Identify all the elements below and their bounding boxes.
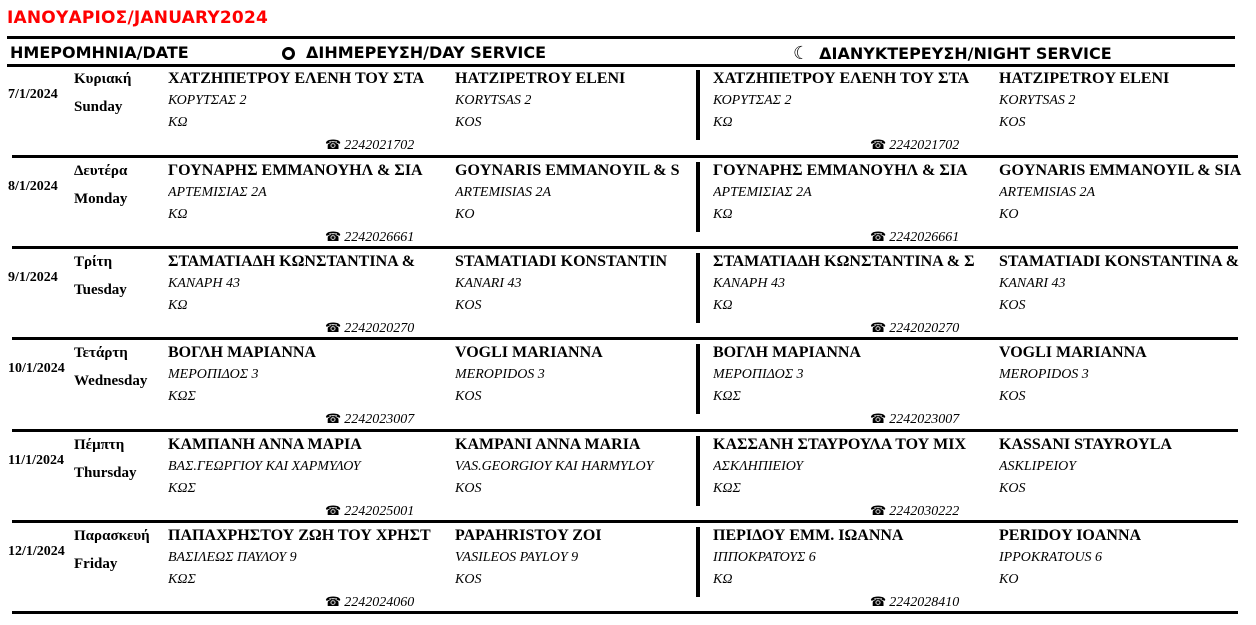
night-pharmacy-name-greek: ΠΕΡΙΔΟΥ ΕΜΜ. ΙΩΑΝΝΑ <box>713 527 904 544</box>
day-pharmacy-name-english: HATZIPETROY ELENI <box>455 70 626 87</box>
day-pharmacy-address-english: KANARI 43 <box>455 276 522 291</box>
day-pharmacy-city-greek: ΚΩΣ <box>168 389 196 404</box>
row-weekday-greek: Τρίτη <box>74 254 113 270</box>
service-divider <box>696 436 700 506</box>
day-pharmacy-name-greek: ΧΑΤΖΗΠΕΤΡΟΥ ΕΛΕΝΗ ΤΟΥ ΣΤΑ <box>168 70 425 87</box>
day-pharmacy-name-english: PAPAHRISTOY ZOI <box>455 527 602 544</box>
schedule-row <box>0 250 1256 341</box>
phone-icon: ☎ <box>870 230 887 245</box>
day-pharmacy-phone <box>325 504 414 520</box>
row-separator <box>12 155 1238 158</box>
row-weekday-english: Thursday <box>74 465 137 481</box>
night-pharmacy-phone-number: 2242026661 <box>889 230 960 245</box>
row-date: 11/1/2024 <box>8 453 65 468</box>
night-pharmacy-city-greek: ΚΩ <box>713 572 733 587</box>
row-weekday-english: Sunday <box>74 99 123 115</box>
row-separator <box>12 520 1238 523</box>
day-pharmacy-address-english: KORYTSAS 2 <box>455 93 532 108</box>
service-divider <box>696 253 700 323</box>
row-weekday-greek: Πέμπτη <box>74 437 125 453</box>
night-pharmacy-city-greek: ΚΩΣ <box>713 389 741 404</box>
night-pharmacy-name-english: GOYNARIS EMMANOYIL & SIA <box>999 162 1242 179</box>
day-pharmacy-phone <box>325 321 414 337</box>
day-pharmacy-phone-number: 2242024060 <box>344 595 415 610</box>
header-night-service <box>793 43 1112 64</box>
day-pharmacy-address-english: MEROPIDOS 3 <box>455 367 545 382</box>
night-pharmacy-phone <box>870 595 959 611</box>
night-pharmacy-phone <box>870 138 959 154</box>
phone-icon: ☎ <box>870 321 887 336</box>
row-date: 7/1/2024 <box>8 87 58 102</box>
row-weekday-greek: Κυριακή <box>74 71 132 87</box>
day-pharmacy-address-greek: ΜΕΡΟΠΙΔΟΣ 3 <box>168 367 259 382</box>
header-date: ΗΜΕΡΟΜΗΝΙΑ/DATE <box>10 43 189 62</box>
row-date: 12/1/2024 <box>8 544 65 559</box>
night-pharmacy-name-greek: ΚΑΣΣΑΝΗ ΣΤΑΥΡΟΥΛΑ ΤΟΥ ΜΙΧ <box>713 436 967 453</box>
night-pharmacy-name-english: VOGLI MARIANNA <box>999 344 1147 361</box>
night-pharmacy-address-greek: ΜΕΡΟΠΙΔΟΣ 3 <box>713 367 804 382</box>
day-pharmacy-city-greek: ΚΩ <box>168 298 188 313</box>
night-pharmacy-phone-number: 2242030222 <box>889 504 960 519</box>
row-weekday-english: Friday <box>74 556 118 572</box>
schedule-row <box>0 159 1256 250</box>
phone-icon: ☎ <box>325 230 342 245</box>
header-day-service <box>282 43 546 62</box>
night-pharmacy-address-english: IPPOKRATOUS 6 <box>999 550 1103 565</box>
moon-icon: ☾ <box>793 43 810 64</box>
day-pharmacy-name-english: GOYNARIS EMMANOYIL & S <box>455 162 680 179</box>
day-pharmacy-city-greek: ΚΩΣ <box>168 572 196 587</box>
day-pharmacy-phone <box>325 595 414 611</box>
day-pharmacy-city-english: KOS <box>455 389 482 404</box>
night-pharmacy-address-english: ASKLIPEIOY <box>999 459 1076 474</box>
day-pharmacy-city-english: KOS <box>455 115 482 130</box>
night-pharmacy-name-greek: ΧΑΤΖΗΠΕΤΡΟΥ ΕΛΕΝΗ ΤΟΥ ΣΤΑ <box>713 70 970 87</box>
row-weekday-english: Wednesday <box>74 373 148 389</box>
phone-icon: ☎ <box>870 504 887 519</box>
row-separator <box>12 337 1238 340</box>
night-pharmacy-address-greek: ΑΣΚΛΗΠΙΕΙΟΥ <box>713 459 804 474</box>
day-pharmacy-phone-number: 2242020270 <box>344 321 415 336</box>
night-pharmacy-city-english: KO <box>999 207 1019 222</box>
day-pharmacy-name-greek: ΓΟΥΝΑΡΗΣ ΕΜΜΑΝΟΥΗΛ & ΣΙΑ <box>168 162 423 179</box>
row-weekday-greek: Παρασκευή <box>74 528 150 544</box>
night-pharmacy-phone-number: 2242023007 <box>889 412 960 427</box>
day-pharmacy-phone-number: 2242023007 <box>344 412 415 427</box>
day-pharmacy-city-greek: ΚΩ <box>168 115 188 130</box>
night-pharmacy-address-greek: ΚΑΝΑΡΗ 43 <box>713 276 785 291</box>
night-pharmacy-name-english: KASSANI STAYROYLA <box>999 436 1172 453</box>
night-pharmacy-address-english: KORYTSAS 2 <box>999 93 1076 108</box>
night-pharmacy-address-english: KANARI 43 <box>999 276 1066 291</box>
row-separator <box>12 246 1238 249</box>
night-pharmacy-name-english: PERIDOY IOANNA <box>999 527 1142 544</box>
day-pharmacy-name-greek: ΒΟΓΛΗ ΜΑΡΙΑΝΝΑ <box>168 344 316 361</box>
row-weekday-english: Monday <box>74 191 128 207</box>
night-pharmacy-address-greek: ΙΠΠΟΚΡΑΤΟΥΣ 6 <box>713 550 816 565</box>
night-pharmacy-phone-number: 2242028410 <box>889 595 960 610</box>
night-pharmacy-phone <box>870 412 959 428</box>
day-pharmacy-phone-number: 2242025001 <box>344 504 415 519</box>
night-pharmacy-address-greek: ΚΟΡΥΤΣΑΣ 2 <box>713 93 792 108</box>
day-pharmacy-name-greek: ΣΤΑΜΑΤΙΑΔΗ ΚΩΝΣΤΑΝΤΙΝΑ & <box>168 253 416 270</box>
night-pharmacy-address-greek: ΑΡΤΕΜΙΣΙΑΣ 2Α <box>713 185 812 200</box>
night-pharmacy-name-english: STAMATIADI KONSTANTINA & <box>999 253 1240 270</box>
day-pharmacy-address-greek: ΚΑΝΑΡΗ 43 <box>168 276 240 291</box>
day-pharmacy-address-greek: ΒΑΣΙΛΕΩΣ ΠΑΥΛΟΥ 9 <box>168 550 297 565</box>
night-pharmacy-phone-number: 2242020270 <box>889 321 960 336</box>
phone-icon: ☎ <box>870 138 887 153</box>
day-pharmacy-name-english: VOGLI MARIANNA <box>455 344 603 361</box>
night-pharmacy-city-greek: ΚΩ <box>713 115 733 130</box>
night-pharmacy-city-greek: ΚΩ <box>713 298 733 313</box>
day-pharmacy-city-english: KO <box>455 207 475 222</box>
night-pharmacy-name-greek: ΓΟΥΝΑΡΗΣ ΕΜΜΑΝΟΥΗΛ & ΣΙΑ <box>713 162 968 179</box>
day-pharmacy-address-english: ARTEMISIAS 2A <box>455 185 552 200</box>
service-divider <box>696 527 700 597</box>
night-pharmacy-phone-number: 2242021702 <box>889 138 960 153</box>
night-pharmacy-city-greek: ΚΩ <box>713 207 733 222</box>
schedule-row <box>0 433 1256 524</box>
day-pharmacy-city-english: KOS <box>455 298 482 313</box>
night-pharmacy-city-english: KO <box>999 572 1019 587</box>
row-weekday-greek: Τετάρτη <box>74 345 128 361</box>
row-date: 8/1/2024 <box>8 179 58 194</box>
night-pharmacy-address-english: ARTEMISIAS 2A <box>999 185 1096 200</box>
day-pharmacy-name-greek: ΠΑΠΑΧΡΗΣΤΟΥ ΖΩΗ ΤΟΥ ΧΡΗΣΤ <box>168 527 431 544</box>
day-pharmacy-city-english: KOS <box>455 572 482 587</box>
row-date: 10/1/2024 <box>8 361 65 376</box>
sun-icon <box>282 47 295 60</box>
night-pharmacy-city-english: KOS <box>999 481 1026 496</box>
phone-icon: ☎ <box>870 595 887 610</box>
phone-icon: ☎ <box>325 504 342 519</box>
phone-icon: ☎ <box>325 412 342 427</box>
day-pharmacy-name-english: KAMPANI ANNA MARIA <box>455 436 641 453</box>
day-pharmacy-name-english: STAMATIADI KONSTANTIN <box>455 253 668 270</box>
phone-icon: ☎ <box>870 412 887 427</box>
header-night-service-label: ΔΙΑΝΥΚΤΕΡΕΥΣΗ/NIGHT SERVICE <box>819 44 1112 63</box>
schedule-row <box>0 524 1256 615</box>
service-divider <box>696 162 700 232</box>
phone-icon: ☎ <box>325 321 342 336</box>
phone-icon: ☎ <box>325 138 342 153</box>
night-pharmacy-name-greek: ΒΟΓΛΗ ΜΑΡΙΑΝΝΑ <box>713 344 861 361</box>
day-pharmacy-phone <box>325 412 414 428</box>
night-pharmacy-city-english: KOS <box>999 115 1026 130</box>
day-pharmacy-address-greek: ΑΡΤΕΜΙΣΙΑΣ 2Α <box>168 185 267 200</box>
schedule-row <box>0 67 1256 158</box>
row-date: 9/1/2024 <box>8 270 58 285</box>
night-pharmacy-name-english: HATZIPETROY ELENI <box>999 70 1170 87</box>
day-pharmacy-name-greek: ΚΑΜΠΑΝΗ ΑΝΝΑ ΜΑΡΙΑ <box>168 436 362 453</box>
night-pharmacy-phone <box>870 321 959 337</box>
service-divider <box>696 344 700 414</box>
night-pharmacy-name-greek: ΣΤΑΜΑΤΙΑΔΗ ΚΩΝΣΤΑΝΤΙΝΑ & Σ <box>713 253 975 270</box>
row-weekday-english: Tuesday <box>74 282 127 298</box>
row-weekday-greek: Δευτέρα <box>74 163 128 179</box>
day-pharmacy-phone <box>325 138 414 154</box>
header-top-rule <box>7 36 1235 39</box>
row-separator <box>12 611 1238 614</box>
service-divider <box>696 70 700 140</box>
phone-icon: ☎ <box>325 595 342 610</box>
night-pharmacy-city-english: KOS <box>999 389 1026 404</box>
night-pharmacy-city-greek: ΚΩΣ <box>713 481 741 496</box>
day-pharmacy-phone-number: 2242021702 <box>344 138 415 153</box>
header-day-service-label: ΔΙΗΜΕΡΕΥΣΗ/DAY SERVICE <box>306 43 547 62</box>
night-pharmacy-address-english: MEROPIDOS 3 <box>999 367 1089 382</box>
day-pharmacy-city-greek: ΚΩ <box>168 207 188 222</box>
day-pharmacy-address-english: VASILEOS PAYLOY 9 <box>455 550 579 565</box>
night-pharmacy-phone <box>870 504 959 520</box>
month-title: ΙΑΝΟΥΑΡΙΟΣ/JANUARY2024 <box>7 8 269 28</box>
day-pharmacy-address-greek: ΒΑΣ.ΓΕΩΡΓΙΟΥ ΚΑΙ ΧΑΡΜΥΛΟΥ <box>168 459 361 474</box>
night-pharmacy-phone <box>870 230 959 246</box>
day-pharmacy-phone <box>325 230 414 246</box>
day-pharmacy-city-english: KOS <box>455 481 482 496</box>
day-pharmacy-address-english: VAS.GEORGIOY KAI HARMYLOY <box>455 459 654 474</box>
night-pharmacy-city-english: KOS <box>999 298 1026 313</box>
schedule-row <box>0 341 1256 432</box>
day-pharmacy-city-greek: ΚΩΣ <box>168 481 196 496</box>
day-pharmacy-address-greek: ΚΟΡΥΤΣΑΣ 2 <box>168 93 247 108</box>
day-pharmacy-phone-number: 2242026661 <box>344 230 415 245</box>
row-separator <box>12 429 1238 432</box>
